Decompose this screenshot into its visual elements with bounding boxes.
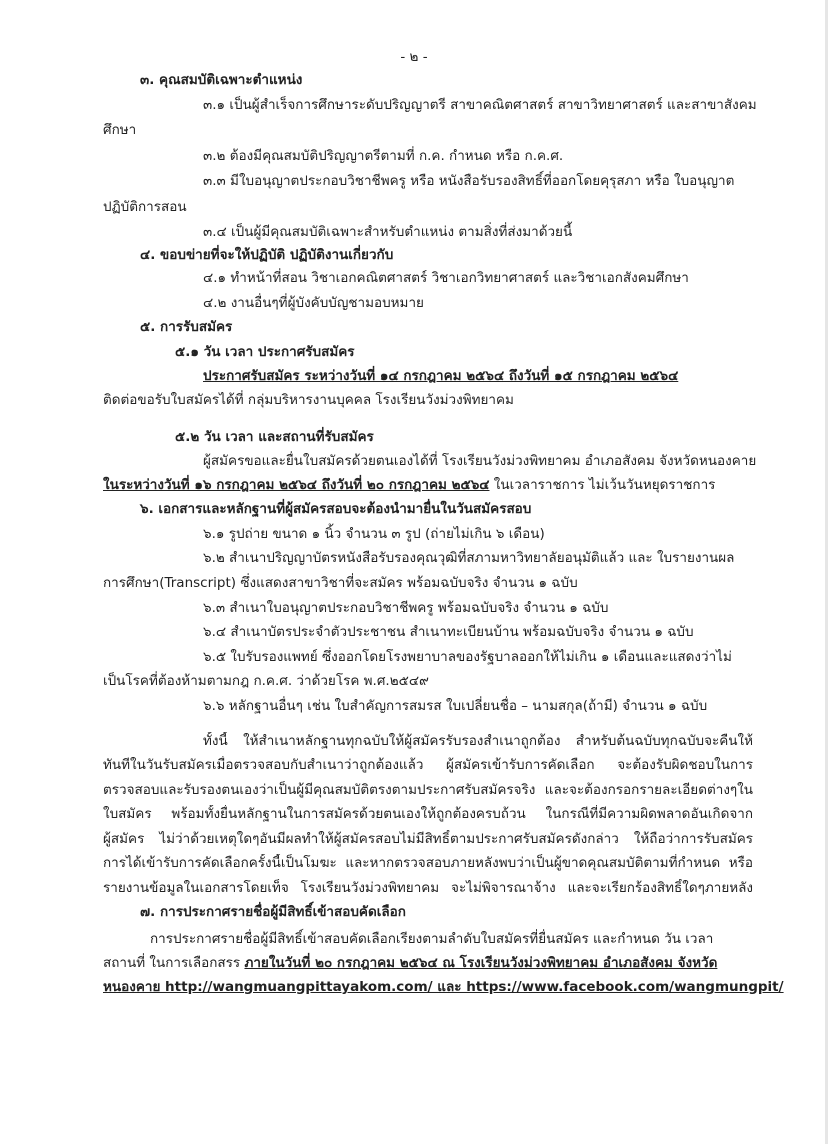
note-paragraph-line: ตรวจสอบและรับรองตนเองว่าเป็นผู้มีคุณสมบัติตรงตามประกาศรับสมัครจริง และจะต้องกรอกรายละเอียดต่างๆใน [103,782,753,798]
item-4-2: ๔.๒ งานอื่นๆที่ผู้บังคับบัญชามอบหมาย [203,295,424,311]
note-paragraph-line: ทันทีในวันรับสมัครเมื่อตรวจสอบกับสำเนาว่าถูกต้องแล้ว ผู้สมัครเข้ารับการคัดเลือก จะต้องรับผิดชอบในการ [103,757,753,773]
submission-dates: ในระหว่างวันที่ ๑๖ กรกฎาคม ๒๕๖๔ ถึงวันที่ ๒๐ กรกฎาคม ๒๕๖๔ [103,477,490,493]
submission-dates-line [103,476,715,494]
item-6-6: ๖.๖ หลักฐานอื่นๆ เช่น ใบสำคัญการสมรส ใบเปลี่ยนชื่อ – นามสกุล(ถ้ามี) จำนวน ๑ ฉบับ [203,698,708,714]
note-paragraph-line: ผู้สมัคร ไม่ว่าด้วยเหตุใดๆอันมีผลทำให้ผู้สมัครสอบไม่มีสิทธิ์ตามประกาศรับสมัครดังกล่าว ให้ถือว่าการรับสมัคร [103,831,753,847]
item-6-2-cont: การศึกษา(Transcript) ซึ่งแสดงสาขาวิชาที่จะสมัคร พร้อมฉบับจริง จำนวน ๑ ฉบับ [103,575,578,591]
item-3-2: ๓.๒ ต้องมีคุณสมบัติปริญญาตรีตามที่ ก.ค. กำหนด หรือ ก.ค.ศ. [203,148,564,164]
announcement-websites[interactable]: หนองคาย http://wangmuangpittayakom.com/ และ https://www.facebook.com/wangmungpit/ [103,979,784,995]
subsection-5-2-heading: ๕.๒ วัน เวลา และสถานที่รับสมัคร [175,429,374,445]
item-3-3-cont: ปฏิบัติการสอน [103,199,187,215]
subsection-5-1-heading: ๕.๑ วัน เวลา ประกาศรับสมัคร [175,344,355,360]
announcement-date-place: ภายในวันที่ ๒๐ กรกฎาคม ๒๕๖๔ ณ โรงเรียนวังม่วงพิทยาคม อำเภอสังคม จังหวัด [244,955,718,971]
selection-place-label: สถานที่ ในการเลือกสรร [103,955,245,971]
application-period: ประกาศรับสมัคร ระหว่างวันที่ ๑๔ กรกฎาคม ๒๕๖๔ ถึงวันที่ ๑๕ กรกฎาคม ๒๕๖๔ [203,368,679,384]
note-paragraph-line: ทั้งนี้ ให้สำเนาหลักฐานทุกฉบับให้ผู้สมัครรับรองสำเนาถูกต้อง สำหรับต้นฉบับทุกฉบับจะคืนให้ [203,733,753,749]
section-4-heading: ๔. ขอบข่ายที่จะให้ปฏิบัติ ปฏิบัติงานเกี่ยวกับ [140,247,394,263]
note-paragraph-line: ใบสมัคร พร้อมทั้งยื่นหลักฐานในการสมัครด้วยตนเองให้ถูกต้องครบถ้วน ในกรณีที่มีความผิดพลาดอันเกิดจาก [103,806,753,822]
item-6-5-cont: เป็นโรคที่ต้องห้ามตามกฎ ก.ค.ศ. ว่าด้วยโรค พ.ศ.๒๕๔๙ [103,673,429,689]
item-4-1: ๔.๑ ทำหน้าที่สอน วิชาเอกคณิตศาสตร์ วิชาเอกวิทยาศาสตร์ และวิชาเอกสังคมศึกษา [203,270,689,286]
item-3-4: ๓.๔ เป็นผู้มีคุณสมบัติเฉพาะสำหรับตำแหน่ง ตามสิ่งที่ส่งมาด้วยนี้ [203,224,573,240]
item-6-2: ๖.๒ สำเนาปริญญาบัตรหนังสือรับรองคุณวุฒิที่สภามหาวิทยาลัยอนุมัติแล้ว และ ใบรายงานผล [203,550,735,566]
section-5-heading: ๕. การรับสมัคร [140,319,233,335]
note-paragraph-line: รายงานข้อมูลในเอกสารโดยเท็จ โรงเรียนวังม่วงพิทยาคม จะไม่พิจารณาจ้าง และจะเรียกร้องสิทธิ์ใดๆภายหลัง [103,880,753,896]
item-6-4: ๖.๔ สำเนาบัตรประจำตัวประชาชน สำเนาทะเบียนบ้าน พร้อมฉบับจริง จำนวน ๑ ฉบับ [203,624,694,640]
item-6-1: ๖.๑ รูปถ่าย ขนาด ๑ นิ้ว จำนวน ๓ รูป (ถ่ายไม่เกิน ๖ เดือน) [203,526,545,542]
contact-line: ติดต่อขอรับใบสมัครได้ที่ กลุ่มบริหารงานบุคคล โรงเรียนวังม่วงพิทยาคม [103,392,514,408]
item-6-3: ๖.๓ สำเนาใบอนุญาตประกอบวิชาชีพครู พร้อมฉบับจริง จำนวน ๑ ฉบับ [203,600,609,616]
section-7-line: การประกาศรายชื่อผู้มีสิทธิ์เข้าสอบคัดเลือกเรียงตามลำดับใบสมัครที่ยื่นสมัคร และกำหนด วัน เวลา [150,931,714,947]
note-paragraph-line: การได้เข้ารับการคัดเลือกครั้งนี้เป็นโมฆะ และหากตรวจสอบภายหลังพบว่าเป็นผู้ขาดคุณสมบัติตามที่กำหนด หรือ [103,855,753,871]
page-number: - ๒ - [400,49,428,65]
item-3-1: ๓.๑ เป็นผู้สำเร็จการศึกษาระดับปริญญาตรี สาขาคณิตศาสตร์ สาขาวิทยาศาสตร์ และสาขาสังคม [203,97,757,113]
section-6-heading: ๖. เอกสารและหลักฐานที่ผู้สมัครสอบจะต้องนำมายื่นในวันสมัครสอบ [140,501,532,517]
section-7-heading: ๗. การประกาศรายชื่อผู้มีสิทธิ์เข้าสอบคัดเลือก [140,904,406,920]
item-3-1-cont: ศึกษา [103,122,137,138]
submission-hours: ในเวลาราชการ ไม่เว้นวันหยุดราชการ [489,477,716,493]
section-3-heading: ๓. คุณสมบัติเฉพาะตำแหน่ง [140,72,303,88]
submission-place: ผู้สมัครขอและยื่นใบสมัครด้วยตนเองได้ที่ โรงเรียนวังม่วงพิทยาคม อำเภอสังคม จังหวัดหนองคาย [203,453,757,469]
item-6-5: ๖.๕ ใบรับรองแพทย์ ซึ่งออกโดยโรงพยาบาลของรัฐบาลออกให้ไม่เกิน ๑ เดือนและแสดงว่าไม่ [203,649,732,665]
item-3-3: ๓.๓ มีใบอนุญาตประกอบวิชาชีพครู หรือ หนังสือรับรองสิทธิ์ที่ออกโดยคุรุสภา หรือ ใบอนุญาต [203,173,735,189]
section-7-line [103,954,717,972]
